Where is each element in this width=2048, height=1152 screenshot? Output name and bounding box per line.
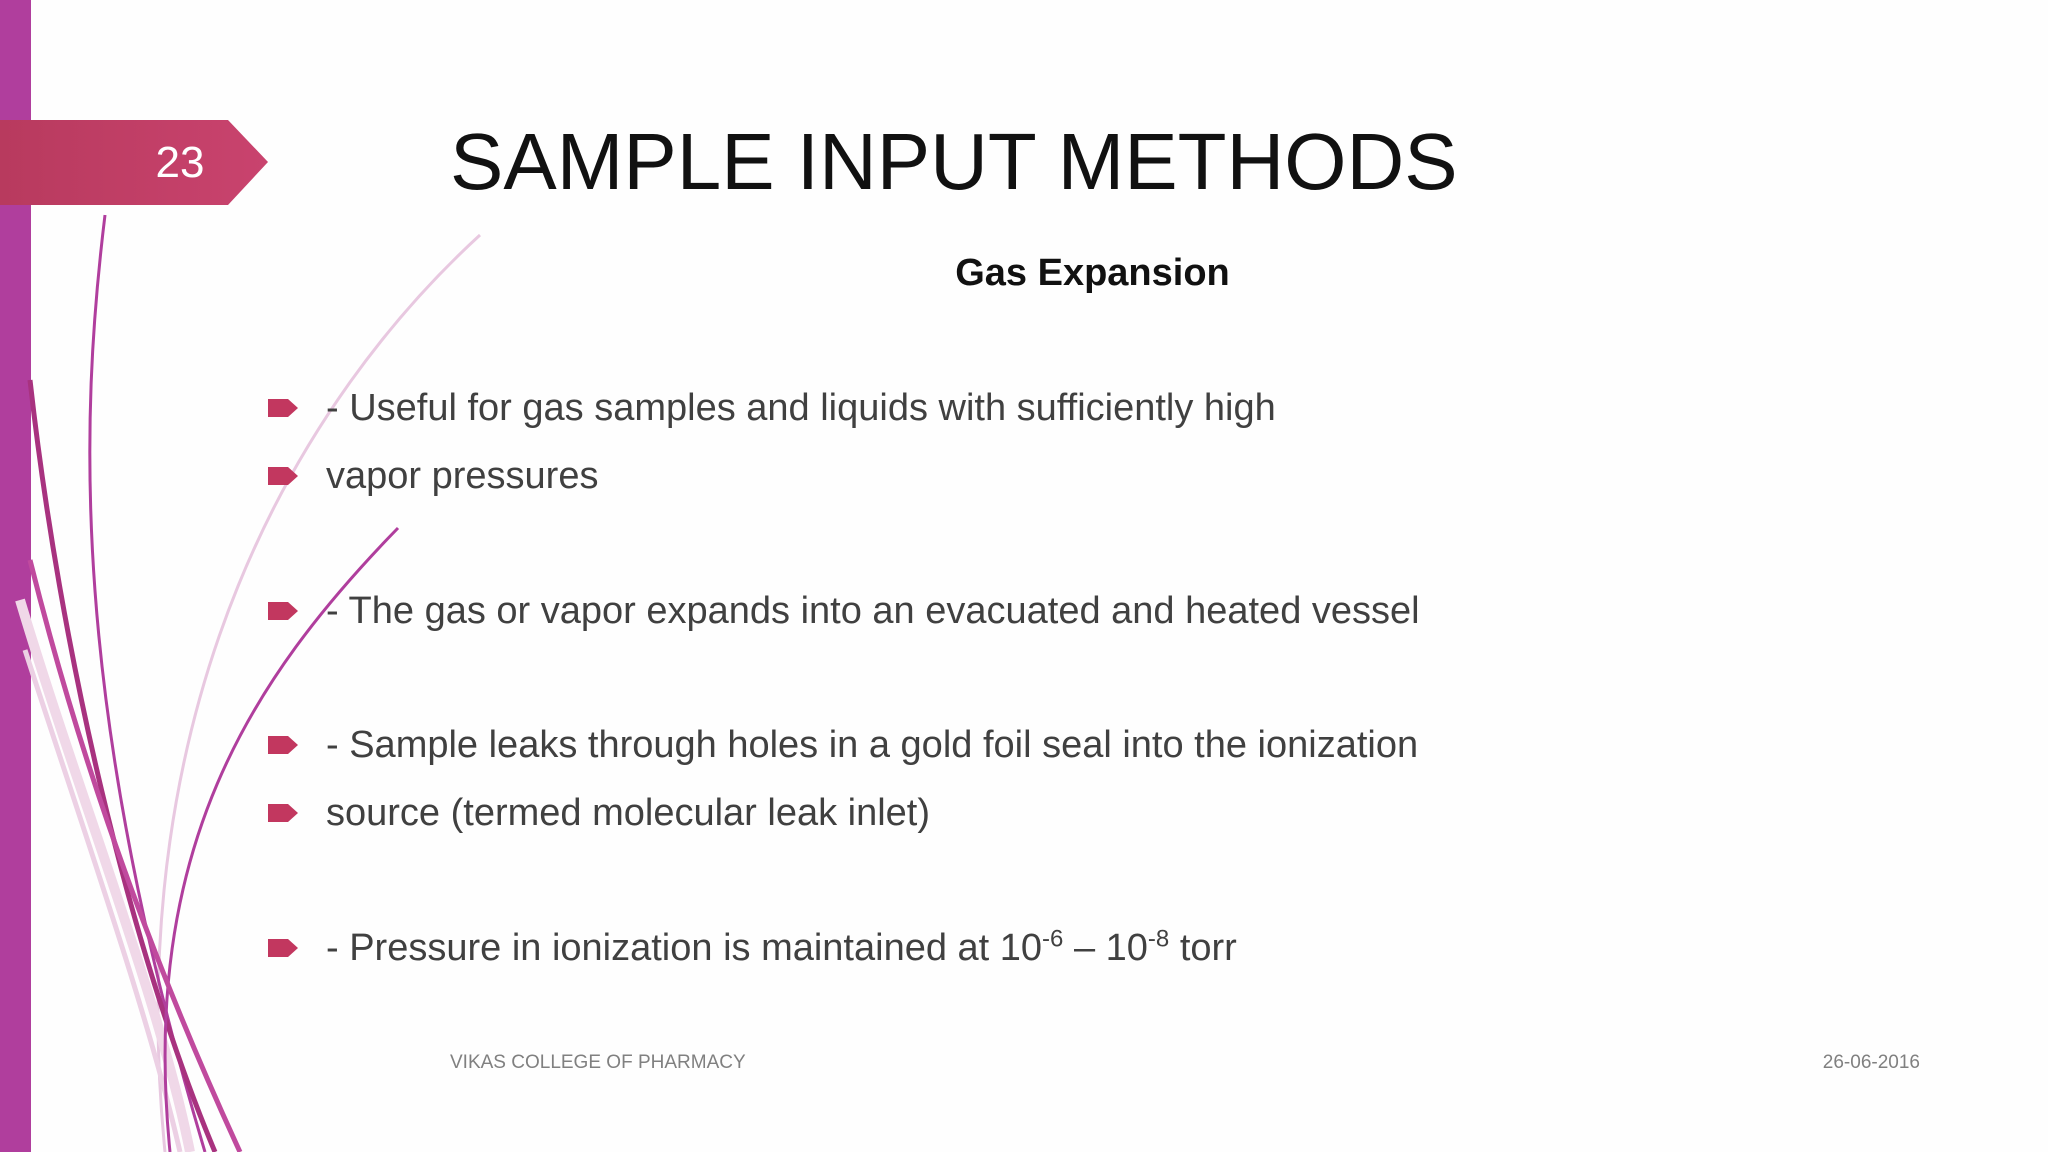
bullet-list <box>268 0 1868 1152</box>
arrow-tag-bullet-icon <box>268 937 300 959</box>
bullet-item <box>268 446 598 506</box>
bullet-item <box>268 378 1276 438</box>
arrow-tag-bullet-icon <box>268 397 300 419</box>
pressure-text-middle: – 10 <box>1063 926 1148 969</box>
swoosh-faint-3 <box>25 650 180 1152</box>
footer-college-name: VIKAS COLLEGE OF PHARMACY <box>450 1052 746 1073</box>
footer-date: 26-06-2016 <box>1822 1052 1920 1073</box>
bullet-text: - Useful for gas samples and liquids with sufficiently high <box>326 386 1276 429</box>
arrow-tag-bullet-icon <box>268 465 300 487</box>
swoosh-4 <box>30 560 240 1152</box>
arrow-tag-bullet-icon <box>268 802 300 824</box>
bullet-item <box>268 715 1418 775</box>
bullet-text: vapor pressures <box>326 454 599 497</box>
bullet-text: source (termed molecular leak inlet) <box>326 791 931 834</box>
arrow-tag-bullet-icon <box>268 600 300 622</box>
bullet-text <box>326 924 1237 970</box>
bullet-text: - The gas or vapor expands into an evacuated and heated vessel <box>326 589 1420 632</box>
bullet-item <box>268 581 1420 641</box>
pressure-exponent-1: -6 <box>1042 924 1064 952</box>
slide-title: SAMPLE INPUT METHODS <box>450 117 1458 206</box>
pressure-exponent-2: -8 <box>1147 924 1170 952</box>
bullet-item <box>268 783 930 843</box>
pressure-text-before: - Pressure in ionization is maintained at 10 <box>326 926 1043 969</box>
slide-number: 23 <box>155 138 205 187</box>
arrow-tag-bullet-icon <box>268 734 300 756</box>
slide-subtitle: Gas Expansion <box>955 252 1230 294</box>
bullet-item <box>268 918 1237 978</box>
bullet-text: - Sample leaks through holes in a gold foil seal into the ionization <box>326 723 1419 766</box>
pressure-text-after: torr <box>1169 926 1237 969</box>
swoosh-1 <box>90 215 205 1152</box>
